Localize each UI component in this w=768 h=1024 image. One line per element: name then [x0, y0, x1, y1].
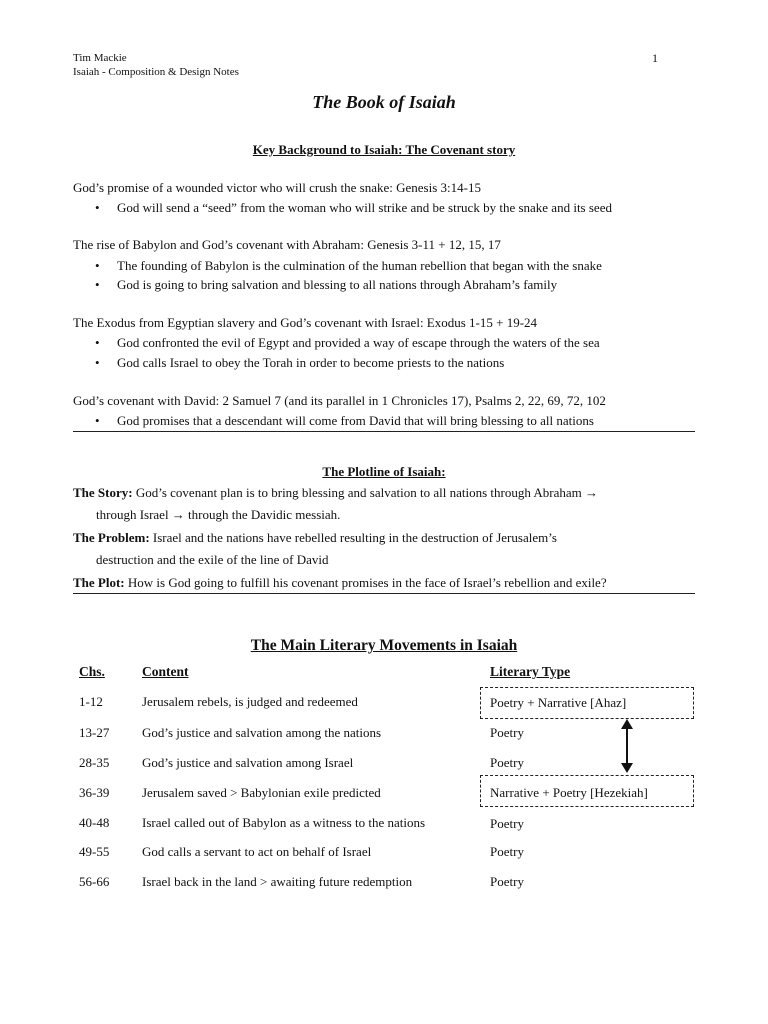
row-type: Narrative + Poetry [Hezekiah]	[490, 785, 648, 800]
row-content: God’s justice and salvation among the nations	[142, 725, 382, 740]
page-title: The Book of Isaiah	[312, 92, 456, 112]
plotline-problem-cont: destruction and the exile of the line of David	[96, 552, 329, 567]
background-heading: Key Background to Isaiah: The Covenant story	[252, 142, 516, 157]
movements-heading: The Main Literary Movements in Isaiah	[250, 637, 518, 654]
row-chs: 56-66	[79, 874, 110, 889]
row-type: Poetry	[490, 874, 524, 889]
row-content: Israel called out of Babylon as a witness to the nations	[142, 815, 426, 830]
row-type: Poetry	[490, 844, 524, 859]
plotline-story-cont: through Israel → through the Davidic messiah.	[96, 507, 341, 522]
row-content: Israel back in the land > awaiting future redemption	[142, 874, 413, 889]
plotline-heading: The Plotline of Isaiah:	[322, 464, 446, 479]
plotline-problem: The Problem: Israel and the nations have rebelled resulting in the destruction of Jerusalem’s	[73, 530, 557, 545]
plotline-plot: The Plot: How is God going to fulfill his covenant promises in the face of Israel’s rebellion and exile?	[73, 575, 607, 590]
background-lead-2: The rise of Babylon and God’s covenant with Abraham: Genesis 3-11 + 12, 15, 17	[73, 237, 501, 252]
background-bullet-2-2: • God is going to bring salvation and blessing to all nations through Abraham’s family	[95, 277, 558, 292]
background-lead-1: God’s promise of a wounded victor who will crush the snake: Genesis 3:14-15	[73, 180, 481, 195]
background-lead-4: God’s covenant with David: 2 Samuel 7 (and its parallel in 1 Chronicles 17), Psalms 2, 22, 69, 72, 102	[73, 393, 606, 408]
row-chs: 1-12	[79, 694, 103, 709]
row-content: Jerusalem rebels, is judged and redeemed	[142, 694, 358, 709]
row-content: God’s justice and salvation among Israel	[142, 755, 354, 770]
col-header-type: Literary Type	[490, 664, 571, 679]
row-type: Poetry	[490, 816, 524, 831]
header-doc-title: Isaiah - Composition & Design Notes	[73, 66, 239, 78]
row-chs: 40-48	[79, 815, 110, 830]
row-chs: 28-35	[79, 755, 110, 770]
row-chs: 49-55	[79, 844, 110, 859]
row-content: God calls a servant to act on behalf of Israel	[142, 844, 372, 859]
row-type: Poetry	[490, 755, 524, 770]
col-header-chs: Chs.	[79, 664, 105, 679]
section-divider	[73, 593, 695, 594]
background-bullet-4-1: • God promises that a descendant will come from David that will bring blessing to all nations	[95, 413, 594, 428]
row-type: Poetry	[490, 725, 524, 740]
plotline-story: The Story: God’s covenant plan is to bring blessing and salvation to all nations through Abraham →	[73, 485, 598, 500]
header-author: Tim Mackie	[73, 52, 127, 64]
section-divider	[73, 431, 695, 432]
background-bullet-3-2: • God calls Israel to obey the Torah in order to become priests to the nations	[95, 355, 505, 370]
background-bullet-2-1: • The founding of Babylon is the culmination of the human rebellion that began with the snake	[95, 258, 602, 273]
background-bullet-1-1: • God will send a “seed” from the woman who will strike and be struck by the snake and its seed	[95, 200, 612, 215]
row-content: Jerusalem saved > Babylonian exile predicted	[142, 785, 381, 800]
running-header	[73, 51, 239, 79]
page-number: 1	[652, 51, 658, 65]
row-chs: 13-27	[79, 725, 110, 740]
background-lead-3: The Exodus from Egyptian slavery and God’s covenant with Israel: Exodus 1-15 + 19-24	[73, 315, 538, 330]
row-chs: 36-39	[79, 785, 110, 800]
col-header-content: Content	[142, 664, 189, 679]
row-type: Poetry + Narrative [Ahaz]	[490, 695, 627, 710]
double-arrow-icon	[617, 719, 637, 773]
background-bullet-3-1: • God confronted the evil of Egypt and provided a way of escape through the waters of the sea	[95, 335, 600, 350]
